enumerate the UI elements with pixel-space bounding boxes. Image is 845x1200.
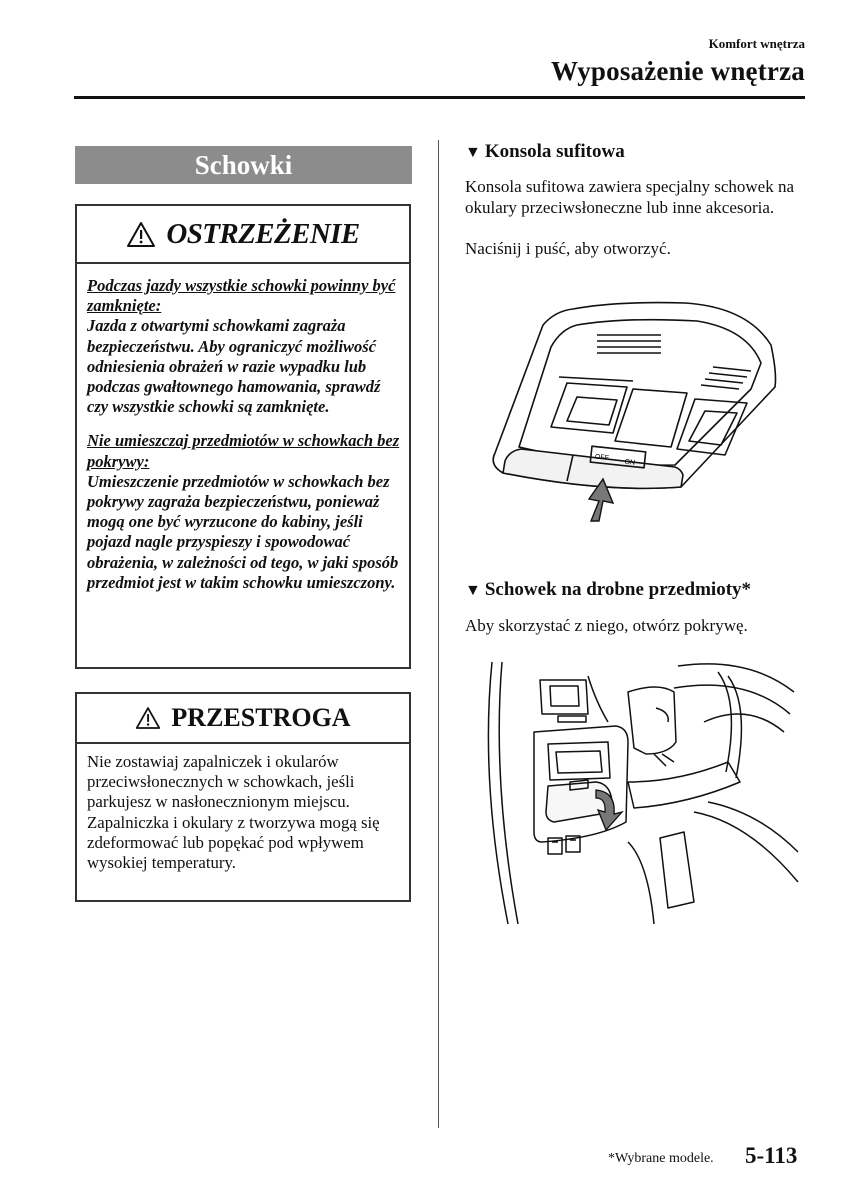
warning-text-2: Umieszczenie przedmiotów w schowkach bez pokrywy zagraża bezpieczeństwu, ponieważ mogą one być wyrzucone do kabiny, jeśli pojazd nagle przyspieszy i spowodować obrażenia, w zależności od tego, w jaki sposób przedmiot jest w takim schowku umieszczony. [87, 471, 399, 592]
warning-text-1: Jazda z otwartymi schowkami zagraża bezpieczeństwu. Aby ograniczyć możliwość odniesienia obrażeń w razie wypadku lub podczas gwałtownego hamowania, sprawdź czy wszystkie schowki są zamknięte. [87, 316, 381, 417]
warning-lead-1: Podczas jazdy wszystkie schowki powinny być zamknięte: [87, 276, 396, 316]
header-rule [74, 96, 805, 99]
page-number: 5-113 [745, 1143, 798, 1168]
section-title: Schowki [75, 146, 412, 184]
warning-header [77, 206, 409, 264]
triangle-down-bullet-icon: ▼ [465, 144, 481, 161]
warning-lead-2: Nie umieszczaj przedmiotów w schowkach bez pokrywy: [87, 431, 400, 471]
console-heading [465, 141, 625, 163]
caution-box [75, 692, 411, 902]
console-switch-on-label: ON [624, 458, 636, 467]
console-text-2: Naciśnij i puść, aby otworzyć. [465, 239, 671, 258]
small-storage-text: Aby skorzystać z niego, otwórz pokrywę. [465, 616, 748, 635]
caution-text: Nie zostawiaj zapalniczek i okularów przeciwsłonecznych w schowkach, jeśli parkujesz w nasłonecznionym miejscu. Zapalniczka i okulary z tworzywa mogą się zdeformować lub popękać pod wpływem wysokiej temperatury. [87, 752, 380, 873]
overhead-console-illustration [485, 295, 785, 530]
chapter-label: Komfort wnętrza [708, 36, 805, 51]
console-heading-text: Konsola sufitowa [484, 141, 625, 162]
warning-body [87, 276, 403, 607]
warning-box [75, 204, 411, 669]
column-divider [438, 140, 439, 1128]
warning-triangle-icon [126, 221, 156, 248]
dashboard-storage-illustration [478, 662, 800, 924]
warning-triangle-icon [135, 706, 161, 730]
open-arrow-icon [596, 790, 622, 830]
caution-header [77, 694, 409, 744]
page-title: Wyposażenie wnętrza [551, 56, 805, 86]
warning-title: OSTRZEŻENIE [166, 217, 360, 250]
small-storage-heading [465, 579, 751, 601]
triangle-down-bullet-icon: ▼ [465, 582, 481, 599]
console-text-1: Konsola sufitowa zawiera specjalny schowek na okulary przeciwsłoneczne lub inne akcesoria. [465, 177, 795, 217]
footer-note: *Wybrane modele. [608, 1151, 714, 1166]
console-switch-off-label: OFF [594, 453, 610, 463]
small-storage-heading-text: Schowek na drobne przedmioty* [484, 579, 752, 600]
caution-title: PRZESTROGA [171, 703, 351, 732]
